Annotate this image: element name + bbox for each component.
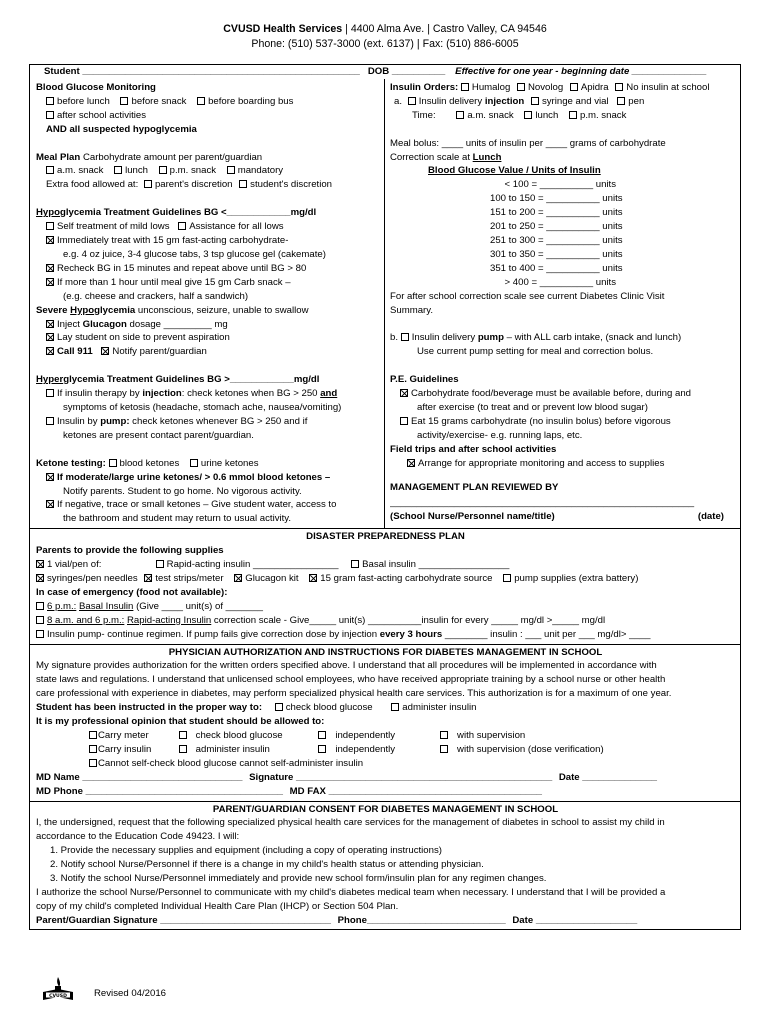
mgmt-reviewed: MANAGEMENT PLAN REVIEWED BY [390,481,559,493]
insulin-orders-line [390,81,736,95]
checkbox[interactable] [46,222,54,230]
lay-line [36,331,379,345]
bgm-row-1 [36,95,379,109]
org-name: CVUSD Health Services [223,23,343,35]
md-phone-line [36,785,735,799]
meal-plan-text: Carbohydrate amount per parent/guardian [82,151,263,163]
hypo-self: Self treatment of mild lows [57,221,170,233]
consent-section [30,801,740,929]
hypo-recheck: Recheck BG in 15 minutes and repeat above until BG > 80 [57,262,307,274]
disaster-pump-line [36,628,735,642]
consent-p4: copy of my child's completed Individual Health Care Plan (IHCP) or Section 504 Plan. [36,900,399,912]
a-label: a. [394,95,403,107]
checkbox-checked[interactable] [309,574,317,582]
checkbox[interactable] [239,180,247,188]
checkbox[interactable] [109,459,117,467]
inject-b: Glucagon [82,318,127,330]
call-911: Call 911 [57,346,93,358]
checkbox[interactable] [615,83,623,91]
org-contact: Phone: (510) 537-3000 (ext. 6137) | Fax: (510) 886-6005 [251,38,519,51]
apidra: Apidra [580,81,609,93]
correction-line [390,151,736,165]
parent-date-field[interactable]: ___________________ [533,914,638,926]
diabetes-form [29,64,741,930]
checkbox[interactable] [120,97,128,105]
pe-carb: Carbohydrate food/beverage must be available before, during and [411,388,692,400]
novolog: Novolog [527,81,564,93]
b-text3: – with ALL carb intake, (snack and lunch) [503,332,682,344]
consent-item: 3. Notify the school Nurse/Personnel immediately and provide new school form/insulin plan for any regimen changes. [50,873,547,885]
hyper-inj-b: injection [142,388,182,400]
hypo-prefix: Hypo [36,207,60,219]
checkbox[interactable] [179,745,187,753]
scale-row-text: 201 to 250 = __________ units [490,221,623,233]
hypo-immediate-line [36,234,379,248]
checkbox-checked[interactable] [46,347,54,355]
consent-item: 2. Notify school Nurse/Personnel if there is a change in my child's health status or attending physician. [50,859,484,871]
severe-line [36,304,379,318]
delivery-injection-line [390,95,736,109]
hyper-pump-a: Insulin by [57,415,101,427]
consent-p3: I authorize the school Nurse/Personnel to communicate with my child's diabetes medical team when necessary. I understand that I will be provided a [36,886,666,898]
checkbox[interactable] [36,630,44,638]
revised-date: Revised 04/2016 [94,988,167,999]
time-pm-snack: p.m. snack [579,109,627,121]
mp-am-snack: a.m. snack [57,165,104,177]
scale-row [390,192,736,206]
meal-bolus: Meal bolus: ____ units of insulin per ____ grams of carbohydrate [390,137,666,149]
checkbox-checked[interactable] [407,459,415,467]
disaster-pump-supplies: pump supplies (extra battery) [514,573,639,584]
disaster-6pm-line [36,600,735,614]
bg-scale-header: Blood Glucose Value / Units of Insulin [428,165,601,177]
left-column [30,79,385,528]
corr-b: Lunch [472,151,502,163]
disaster-6pm-c: (Give ____ unit(s) of _______ [133,600,264,612]
scale-row [390,276,736,290]
disaster-rapid: Rapid-acting insulin ________________ [166,559,339,571]
allowed-row-3 [36,757,735,771]
field-arrange: Arrange for appropriate monitoring and access to supplies [418,457,665,469]
mgmt-date-label: (date) [697,511,724,523]
ketone-mod-line [36,471,379,485]
dob-field[interactable]: DOB __________ [367,66,446,77]
bgm-before-snack: before snack [131,95,187,107]
hyper-inj-line [36,387,379,401]
disaster-vial: 1 vial/pen of: [47,559,102,571]
physician-section [30,644,740,801]
org-address: | 4400 Alma Ave. | Castro Valley, CA 94546 [342,23,547,35]
hypo-eg: e.g. 4 oz juice, 3-4 glucose tabs, 3 tsp glucose gel (cakemate) [63,248,326,260]
checkbox[interactable] [159,166,167,174]
scale-row-text: < 100 = __________ units [504,179,616,191]
pe-title: P.E. Guidelines [390,374,459,386]
checkbox[interactable] [401,333,409,341]
parent-date-label: Date [512,914,534,926]
checkbox-checked[interactable] [234,574,242,582]
md-date-label: Date [558,771,580,783]
inject-a: Inject [57,318,83,330]
parent-sig-field[interactable]: ________________________________ [157,914,331,926]
checkbox-checked[interactable] [46,278,54,286]
nurse-label: (School Nurse/Personnel name/title) [390,511,555,523]
a-text2: injection [484,95,525,107]
student-field[interactable]: Student ____________________________________________________ [44,66,360,77]
checkbox[interactable] [503,574,511,582]
checkbox-checked[interactable] [46,320,54,328]
student-line [30,65,740,79]
hypo-self-line [36,220,379,234]
checkbox-checked[interactable] [46,473,54,481]
checkbox[interactable] [318,745,326,753]
checkbox[interactable] [178,222,186,230]
instructed-label: Student has been instructed in the proper way to: [36,702,263,714]
hyper-pump-c: check ketones whenever BG > 250 and if [129,415,308,427]
checkbox-checked[interactable] [46,500,54,508]
bgm-before-lunch: before lunch [57,95,110,107]
ketone-label: Ketone testing: [36,457,106,469]
signature-field[interactable]: ________________________________________________ [293,771,553,783]
hyper-sym: symptoms of ketosis (headache, stomach ache, nausea/vomiting) [63,402,342,414]
after-school-summary: Summary. [390,304,433,316]
hypo-title-text: glycemia Treatment Guidelines BG <____________mg/dl [59,207,317,219]
scale-row-text: > 400 = __________ units [504,276,616,288]
hyper-inj-c: : check ketones when BG > 250 [181,388,321,400]
physician-p2: state laws and regulations. I understand that unlicensed school employees, who have received appropriate training by a school nurse or other health [36,674,666,686]
pen: pen [628,95,645,107]
checkbox[interactable] [89,731,97,739]
checkbox[interactable] [440,745,448,753]
checkbox[interactable] [36,616,44,624]
orders-columns [30,79,740,528]
consent-p1: I, the undersigned, request that the following specialized physical health care services for the management of diabetes in school to assist my child in [36,817,665,829]
bgm-after-school: after school activities [57,109,147,121]
mp-lunch: lunch [125,165,148,177]
bgm-before-bus: before boarding bus [208,95,294,107]
mp-pm-snack: p.m. snack [169,165,217,177]
effective-date-field[interactable]: Effective for one year - beginning date ______________ [455,66,707,77]
checkbox[interactable] [408,97,416,105]
checkbox[interactable] [156,560,164,568]
scale-row [390,220,736,234]
meal-plan-line [36,151,379,165]
disaster-parents: Parents to provide the following supplies [36,545,224,557]
scale-row [390,206,736,220]
inject-c: dosage _________ mg [126,318,228,330]
carry-insulin: Carry insulin [98,743,152,755]
mgmt-signature-line[interactable]: _________________________________________________________ [390,497,695,509]
scale-row-text: 301 to 350 = __________ units [490,248,623,260]
hyper-title-text: glycemia Treatment Guidelines BG >____________mg/dl [63,374,320,386]
footer [36,975,376,1009]
extra-food-label: Extra food allowed at: [46,179,139,191]
corr-a: Correction scale at [390,151,473,163]
consent-title: PARENT/GUARDIAN CONSENT FOR DIABETES MANAGEMENT IN SCHOOL [212,803,559,815]
disaster-supplies-line [36,572,735,586]
consent-p2: accordance to the Education Code 49423. I will: [36,831,240,843]
disaster-8am-c: correction scale - Give_____ unit(s) __________insulin for every _____ mg/dl >_____ mg/dl [211,614,606,626]
right-column [385,79,740,528]
checkbox[interactable] [391,703,399,711]
disaster-6pm-b: Basal Insulin [79,600,134,612]
disaster-pump-c: ________ insulin : ___ unit per ___ mg/dl> ____ [442,628,651,640]
hyper-inj-d: and [320,388,338,400]
hyper-pump-line [36,415,379,429]
ketone-urine: urine ketones [200,457,259,469]
checkbox-checked[interactable] [36,574,44,582]
disaster-15gm: 15 gram fast-acting carbohydrate source [320,573,493,584]
signature-label: Signature [249,771,294,783]
time-label: Time: [412,109,436,121]
disaster-8am-b: Rapid-acting Insulin [127,614,212,626]
time-line [390,109,736,123]
lay-text: Lay student on side to prevent aspiration [57,332,230,344]
field-line [390,457,736,471]
checkbox[interactable] [46,97,54,105]
disaster-syringes: syringes/pen needles [47,573,138,584]
field-title: Field trips and after school activities [390,443,557,455]
extra-food-line [36,178,379,192]
disaster-vial-line [36,558,735,572]
checkbox-checked[interactable] [144,574,152,582]
checkbox[interactable] [144,180,152,188]
logo-text: CVUSD [49,993,67,999]
checkbox[interactable] [89,745,97,753]
bgm-title: Blood Glucose Monitoring [36,81,156,93]
severe-b: Hypo [70,304,95,316]
checkbox[interactable] [227,166,235,174]
md-name-line [36,771,735,785]
hyper-title [36,373,379,387]
checkbox[interactable] [440,731,448,739]
checkbox[interactable] [617,97,625,105]
scale-row-text: 100 to 150 = __________ units [490,193,623,205]
letterhead-line-1 [0,22,770,37]
severe-text: unconscious, seizure, unable to swallow [135,304,309,316]
md-name-field[interactable]: ______________________________ [79,771,243,783]
checkbox[interactable] [570,83,578,91]
disaster-6pm-a: 6 p.m.: [47,600,77,612]
pump-setting: Use current pump setting for meal and correction bolus. [417,346,654,358]
disaster-strips: test strips/meter [155,573,224,584]
pe-eat-line [390,415,736,429]
md-fax-field[interactable]: ________________________________________ [325,785,543,797]
hypo-immediate: Immediately treat with 15 gm fast-acting carbohydrate- [57,235,289,247]
md-date-field[interactable]: ______________ [579,771,657,783]
severe-a: Severe [36,304,71,316]
checkbox[interactable] [318,731,326,739]
pe-carb-line [390,387,736,401]
letterhead [0,22,770,52]
ketone-line [36,457,379,471]
allowed-row-2 [36,743,735,757]
checkbox[interactable] [36,602,44,610]
hypo-recheck-line [36,262,379,276]
ketone-neg-line [36,498,379,512]
meal-plan-options [36,164,379,178]
pe-eat: Eat 15 grams carbohydrate (no insulin bolus) before vigorous [411,415,671,427]
checkbox[interactable] [531,97,539,105]
checkbox[interactable] [46,166,54,174]
instructed-admin-insulin: administer insulin [402,702,477,714]
parent-sig-label: Parent/Guardian Signature [36,914,158,926]
call-line [36,345,379,359]
instructed-line [36,701,735,715]
consent-item: 1. Provide the necessary supplies and equipment (including a copy of operating instructions) [50,845,442,857]
checkbox-checked[interactable] [46,264,54,272]
ketone-neg2: the bathroom and student may return to usual activity. [63,513,292,525]
scale-row-text: 251 to 300 = __________ units [490,234,623,246]
pe-carb2: after exercise (to treat and or prevent low blood sugar) [417,402,648,414]
checkbox[interactable] [275,703,283,711]
syringe-vial: syringe and vial [541,95,609,107]
ef-parent: parent's discretion [154,179,233,191]
a-text1: Insulin delivery [418,95,485,107]
hypo-more: If more than 1 hour until meal give 15 gm Carb snack – [57,276,291,288]
disaster-pump-a: Insulin pump- continue regimen. If pump fails give correction dose by injection [47,628,380,640]
allowed-admin-insulin: administer insulin [195,743,270,755]
allowed-row-1 [36,729,735,743]
pump-line [390,331,736,345]
b-label: b. [390,332,399,344]
checkbox[interactable] [179,731,187,739]
checkbox[interactable] [456,111,464,119]
ketone-blood: blood ketones [119,457,180,469]
checkbox[interactable] [351,560,359,568]
time-am-snack: a.m. snack [467,109,514,121]
disaster-title: DISASTER PREPAREDNESS PLAN [306,531,465,543]
mgmt-labels [390,510,736,524]
opinion: It is my professional opinion that student should be allowed to: [36,716,325,728]
hypo-more-line [36,276,379,290]
md-name-label: MD Name [36,771,80,783]
independently-2: independently [335,743,396,755]
checkbox-checked[interactable] [36,560,44,568]
parent-signature-line [36,914,735,928]
cannot-self-check: Cannot self-check blood glucose cannot self-administer insulin [98,757,364,769]
scale-row [390,178,736,192]
parent-phone-label: Phone [337,914,367,926]
parent-phone-field[interactable]: __________________________ [366,914,506,926]
disaster-8am-line [36,614,735,628]
checkbox-checked[interactable] [400,389,408,397]
hypo-more-eg: (e.g. cheese and crackers, half a sandwich) [63,290,249,302]
hypo-assist: Assistance for all lows [189,221,284,233]
scale-row-text: 351 to 400 = __________ units [490,262,623,274]
notify-parent: Notify parent/guardian [112,346,207,358]
checkbox[interactable] [114,166,122,174]
severe-c: glycemia [94,304,136,316]
carry-meter: Carry meter [98,729,149,741]
checkbox[interactable] [197,97,205,105]
bg-scale [390,178,736,289]
with-supervision: with supervision [457,729,526,741]
physician-title: PHYSICIAN AUTHORIZATION AND INSTRUCTIONS FOR DIABETES MANAGEMENT IN SCHOOL [168,646,603,658]
scale-row [390,234,736,248]
scale-row-text: 151 to 200 = __________ units [490,207,623,219]
meal-plan-label: Meal Plan [36,151,81,163]
independently-1: independently [335,729,396,741]
checkbox[interactable] [524,111,532,119]
checkbox[interactable] [461,83,469,91]
ketone-mod2: Notify parents. Student to go home. No vigorous activity. [63,485,302,497]
ef-student: student's discretion [250,179,332,191]
checkbox-checked[interactable] [46,333,54,341]
checkbox[interactable] [400,417,408,425]
disaster-emergency: In case of emergency (food not available): [36,586,228,598]
disaster-glucagon: Glucagon kit [245,573,299,584]
checkbox[interactable] [517,83,525,91]
md-fax-label: MD FAX [289,785,326,797]
cvusd-logo [40,975,76,1005]
humalog: Humalog [471,81,511,93]
hyper-inj-a: If insulin therapy by [57,388,143,400]
scale-row [390,248,736,262]
time-lunch: lunch [535,109,559,121]
checkbox[interactable] [46,417,54,425]
checkbox[interactable] [46,389,54,397]
after-school-note: For after school correction scale see current Diabetes Clinic Visit [390,290,665,302]
with-supervision-dose: with supervision (dose verification) [457,743,604,755]
disaster-8am-a: 8 a.m. and 6 p.m.: [47,614,125,626]
disaster-basal: Basal insulin _________________ [362,559,510,571]
checkbox[interactable] [89,759,97,767]
instructed-check-bg: check blood glucose [285,702,373,714]
bgm-hypo: AND all suspected hypoglycemia [46,123,197,135]
mp-mandatory: mandatory [237,165,284,177]
hyper-pump-d: ketones are present contact parent/guardian. [63,429,254,441]
b-text1: Insulin delivery [411,332,478,344]
bgm-row-2 [36,109,379,123]
checkbox[interactable] [46,111,54,119]
checkbox[interactable] [190,459,198,467]
no-insulin: No insulin at school [626,81,710,93]
pe-eat2: activity/exercise- e.g. running laps, etc. [417,429,583,441]
physician-p1: My signature provides authorization for the written orders specified above. I understand that all procedures will be implemented in accordance with [36,660,657,672]
ketone-mod: If moderate/large urine ketones/ > 0.6 mmol blood ketones – [57,471,331,483]
disaster-pump-b: every 3 hours [379,628,443,640]
orders-label: Insulin Orders: [390,81,459,93]
hyper-pump-b: pump: [100,415,130,427]
disaster-section [30,528,740,643]
md-phone-label: MD Phone [36,785,83,797]
scale-row [390,262,736,276]
ketone-neg: If negative, trace or small ketones – Give student water, access to [57,499,337,511]
checkbox-checked[interactable] [46,236,54,244]
md-phone-field[interactable]: _____________________________________ [82,785,283,797]
inject-line [36,318,379,332]
hyper-prefix: Hyper [36,374,64,386]
b-text2: pump [477,332,504,344]
hypo-title [36,206,379,220]
checkbox-checked[interactable] [101,347,109,355]
allowed-check-bg: check blood glucose [195,729,283,741]
checkbox[interactable] [569,111,577,119]
physician-p3: care professional with experience in diabetes, may perform specialized physical health care services. This authorization is for a maximum of one year. [36,688,672,700]
